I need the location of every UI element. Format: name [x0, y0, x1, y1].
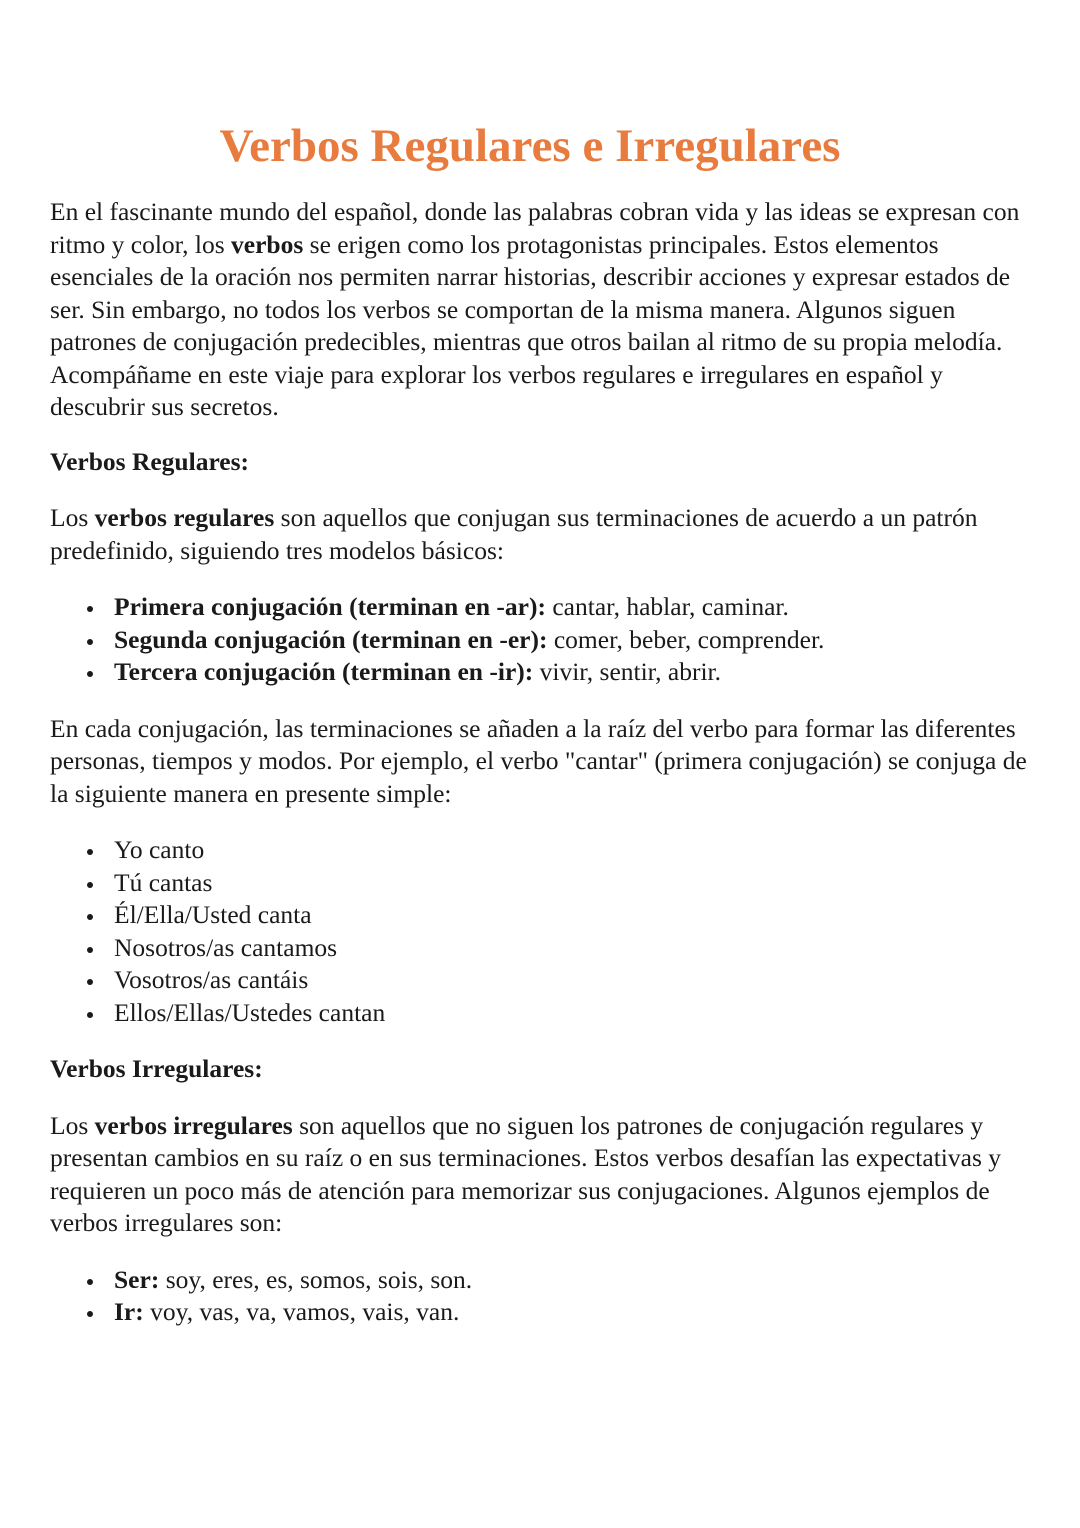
conjugacion-examples: cantar, hablar, caminar.: [545, 592, 789, 621]
irregulares-desc-end: son aquellos que no siguen los patrones de conjugación regulares y presentan cambios en su raíz o en sus terminaciones. Estos verbos desafían las expectativas y requieren un poco más de atención para memorizar sus conjugaciones. Algunos ejemplos de verbos irregulares son:: [50, 1110, 1001, 1237]
page-title: Verbos Regulares e Irregulares: [219, 120, 841, 172]
regulares-desc-start: Los: [50, 503, 95, 532]
verb-label: Ser:: [114, 1264, 160, 1294]
list-item: [114, 624, 1040, 657]
list-item: [114, 591, 1040, 624]
intro-bold-verbos: verbos: [231, 229, 304, 259]
regulares-desc-bold: verbos regulares: [94, 503, 275, 532]
verb-forms: voy, vas, va, vamos, vais, van.: [143, 1297, 460, 1326]
list-item: Yo canto: [114, 834, 1040, 867]
intro-text-start: En el fascinante mundo del español, donde las palabras cobran vida y las ideas se expresan con ritmo y color, los: [50, 197, 1020, 259]
irregulares-desc-start: Los: [50, 1110, 95, 1140]
verb-forms: soy, eres, es, somos, sois, son.: [159, 1264, 473, 1294]
conjugacion-label: Tercera conjugación (terminan en -ir):: [114, 657, 534, 686]
conjugacion-examples: comer, beber, comprender.: [547, 624, 825, 654]
regulares-desc-end: son aquellos que conjugan sus terminaciones de acuerdo a un patrón predefinido, siguiendo tres modelos básicos:: [50, 503, 978, 565]
list-item: [114, 656, 1040, 689]
heading-verbos-regulares: Verbos Regulares:: [50, 446, 250, 476]
irregulares-desc-bold: verbos irregulares: [94, 1110, 293, 1140]
intro-paragraph: [50, 196, 1040, 424]
cantar-conjugation-list: [50, 834, 1040, 1029]
intro-text-end: se erigen como los protagonistas principales. Estos elementos esenciales de la oración nos permiten narrar historias, describir acciones y expresar estados de ser. Sin embargo, no todos los verbos se comportan de la misma manera. Algunos siguen patrones de conjugación predecibles, mientras que otros bailan al ritmo de su propia melodía. Acompáñame en este viaje para explorar los verbos regulares e irregulares en español y descubrir sus secretos.: [50, 229, 1011, 421]
list-item: Vosotros/as cantáis: [114, 964, 1040, 997]
conjugacion-label: Segunda conjugación (terminan en -er):: [114, 624, 548, 654]
irregulares-description: [50, 1110, 1040, 1240]
irregular-examples-list: [50, 1264, 1040, 1329]
document-page: [50, 0, 1040, 1329]
list-item: Nosotros/as cantamos: [114, 932, 1040, 965]
verb-label: Ir:: [114, 1297, 144, 1326]
conjugacion-explanation: En cada conjugación, las terminaciones se añaden a la raíz del verbo para formar las diferentes personas, tiempos y modos. Por ejemplo, el verbo "cantar" (primera conjugación) se conjuga de la siguiente manera en presente simple:: [50, 713, 1027, 808]
list-item: Ellos/Ellas/Ustedes cantan: [114, 997, 1040, 1030]
heading-verbos-irregulares: Verbos Irregulares:: [50, 1054, 263, 1083]
conjugacion-examples: vivir, sentir, abrir.: [533, 657, 722, 686]
conjugaciones-list: [50, 591, 1040, 689]
list-item: Tú cantas: [114, 867, 1040, 900]
list-item: [114, 1296, 1040, 1329]
conjugacion-label: Primera conjugación (terminan en -ar):: [114, 592, 546, 621]
list-item: [114, 1264, 1040, 1297]
list-item: Él/Ella/Usted canta: [114, 899, 1040, 932]
regulares-description: [50, 502, 1040, 567]
